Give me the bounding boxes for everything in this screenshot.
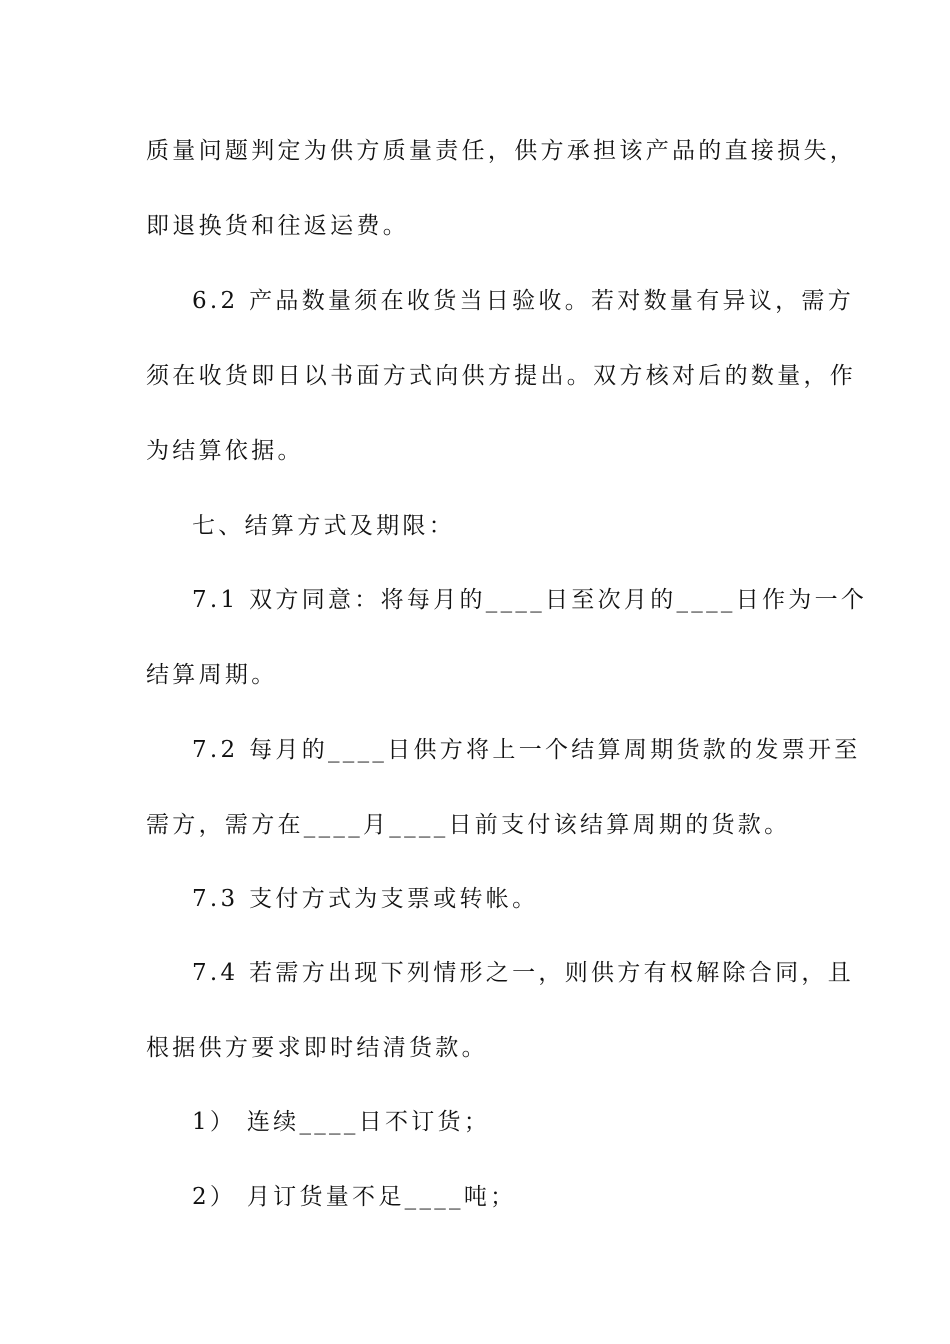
clause-7-2-line-1: 7.2 每月的____日供方将上一个结算周期货款的发票开至 <box>192 737 861 763</box>
clause-6-2-line-3: 为结算依据。 <box>146 438 304 464</box>
list-item-2: 2） 月订货量不足____吨； <box>192 1184 517 1210</box>
clause-7-4-line-2: 根据供方要求即时结清货款。 <box>146 1035 488 1061</box>
section-heading-settlement: 七、结算方式及期限： <box>192 513 455 539</box>
clause-7-1-line-2: 结算周期。 <box>146 662 278 688</box>
paragraph-line-quality-liability: 质量问题判定为供方质量责任，供方承担该产品的直接损失， <box>146 138 857 164</box>
clause-7-1-line-1: 7.1 双方同意：将每月的____日至次月的____日作为一个 <box>192 587 868 613</box>
clause-7-4-line-1: 7.4 若需方出现下列情形之一，则供方有权解除合同，且 <box>192 960 854 986</box>
clause-7-2-line-2: 需方，需方在____月____日前支付该结算周期的货款。 <box>146 812 791 838</box>
clause-6-2-line-2: 须在收货即日以书面方式向供方提出。双方核对后的数量，作 <box>146 363 857 389</box>
clause-6-2-line-1: 6.2 产品数量须在收货当日验收。若对数量有异议，需方 <box>192 288 854 314</box>
clause-7-3: 7.3 支付方式为支票或转帐。 <box>192 886 539 912</box>
list-item-1: 1） 连续____日不订货； <box>192 1109 491 1135</box>
paragraph-line-return-freight: 即退换货和往返运费。 <box>146 213 409 239</box>
